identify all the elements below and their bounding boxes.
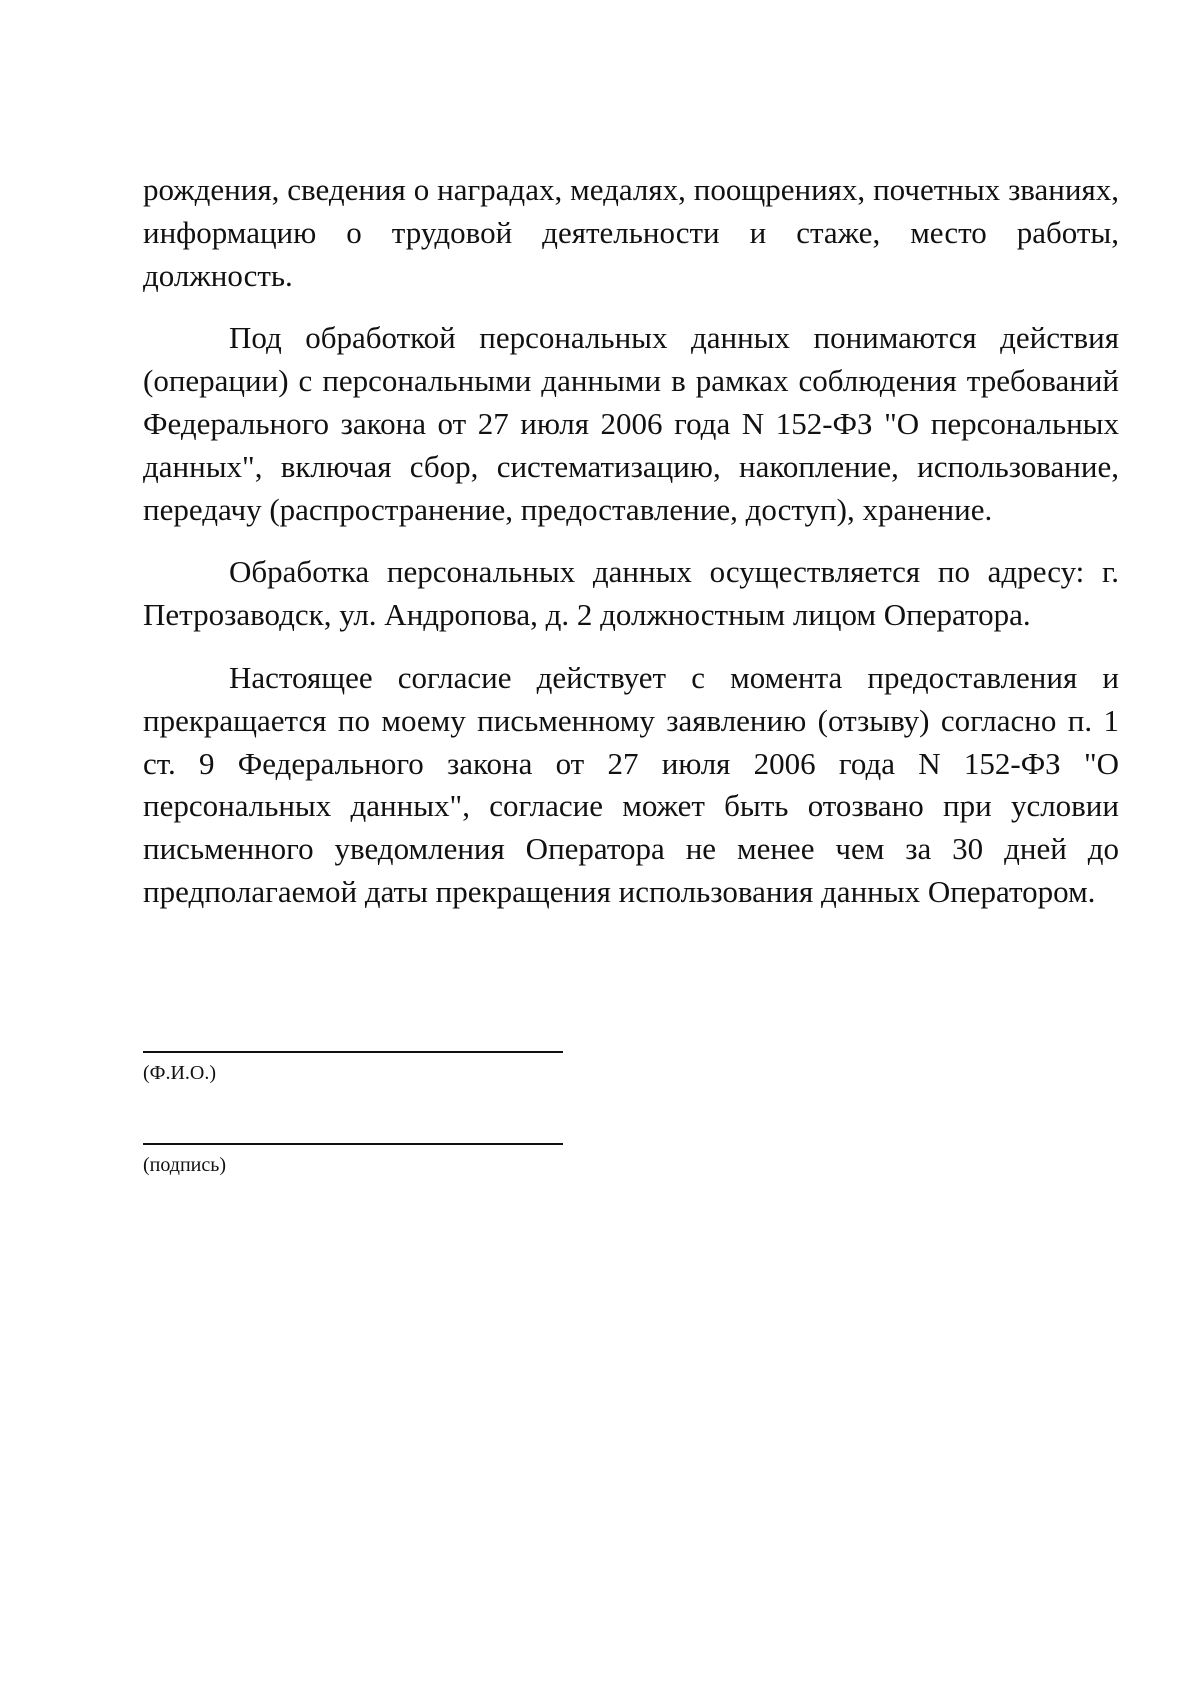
- signature-line: [143, 1143, 563, 1145]
- full-name-caption: (Ф.И.О.): [143, 1062, 217, 1084]
- document-body: [143, 169, 1119, 914]
- paragraph-continuation: рождения, сведения о наградах, медалях, поощрениях, почетных званиях, информацию о трудовой деятельности и стаже, место работы, должность.: [143, 172, 1119, 293]
- paragraph-processing-definition: Под обработкой персональных данных понимаются действия (операции) с персональными данными в рамках соблюдения требований Федерального закона от 27 июля 2006 года N 152-ФЗ "О персональных данных", включая сбор, систематизацию, накопление, использование, передачу (распространение, предоставление, доступ), хранение.: [143, 320, 1119, 527]
- signature-field: [143, 1143, 563, 1177]
- signature-caption: (подпись): [143, 1154, 227, 1176]
- full-name-signature-field: [143, 1051, 563, 1085]
- paragraph-processing-address: Обработка персональных данных осуществляется по адресу: г. Петрозаводск, ул. Андропова, д. 2 должностным лицом Оператора.: [143, 554, 1119, 633]
- paragraph-consent-validity: Настоящее согласие действует с момента предоставления и прекращается по моему письменному заявлению (отзыву) согласно п. 1 ст. 9 Федерального закона от 27 июля 2006 года N 152-ФЗ "О персональных данных", согласие может быть отозвано при условии письменного уведомления Оператора не менее чем за 30 дней до предполагаемой даты прекращения использования данных Оператором.: [143, 659, 1119, 909]
- full-name-line: [143, 1051, 563, 1053]
